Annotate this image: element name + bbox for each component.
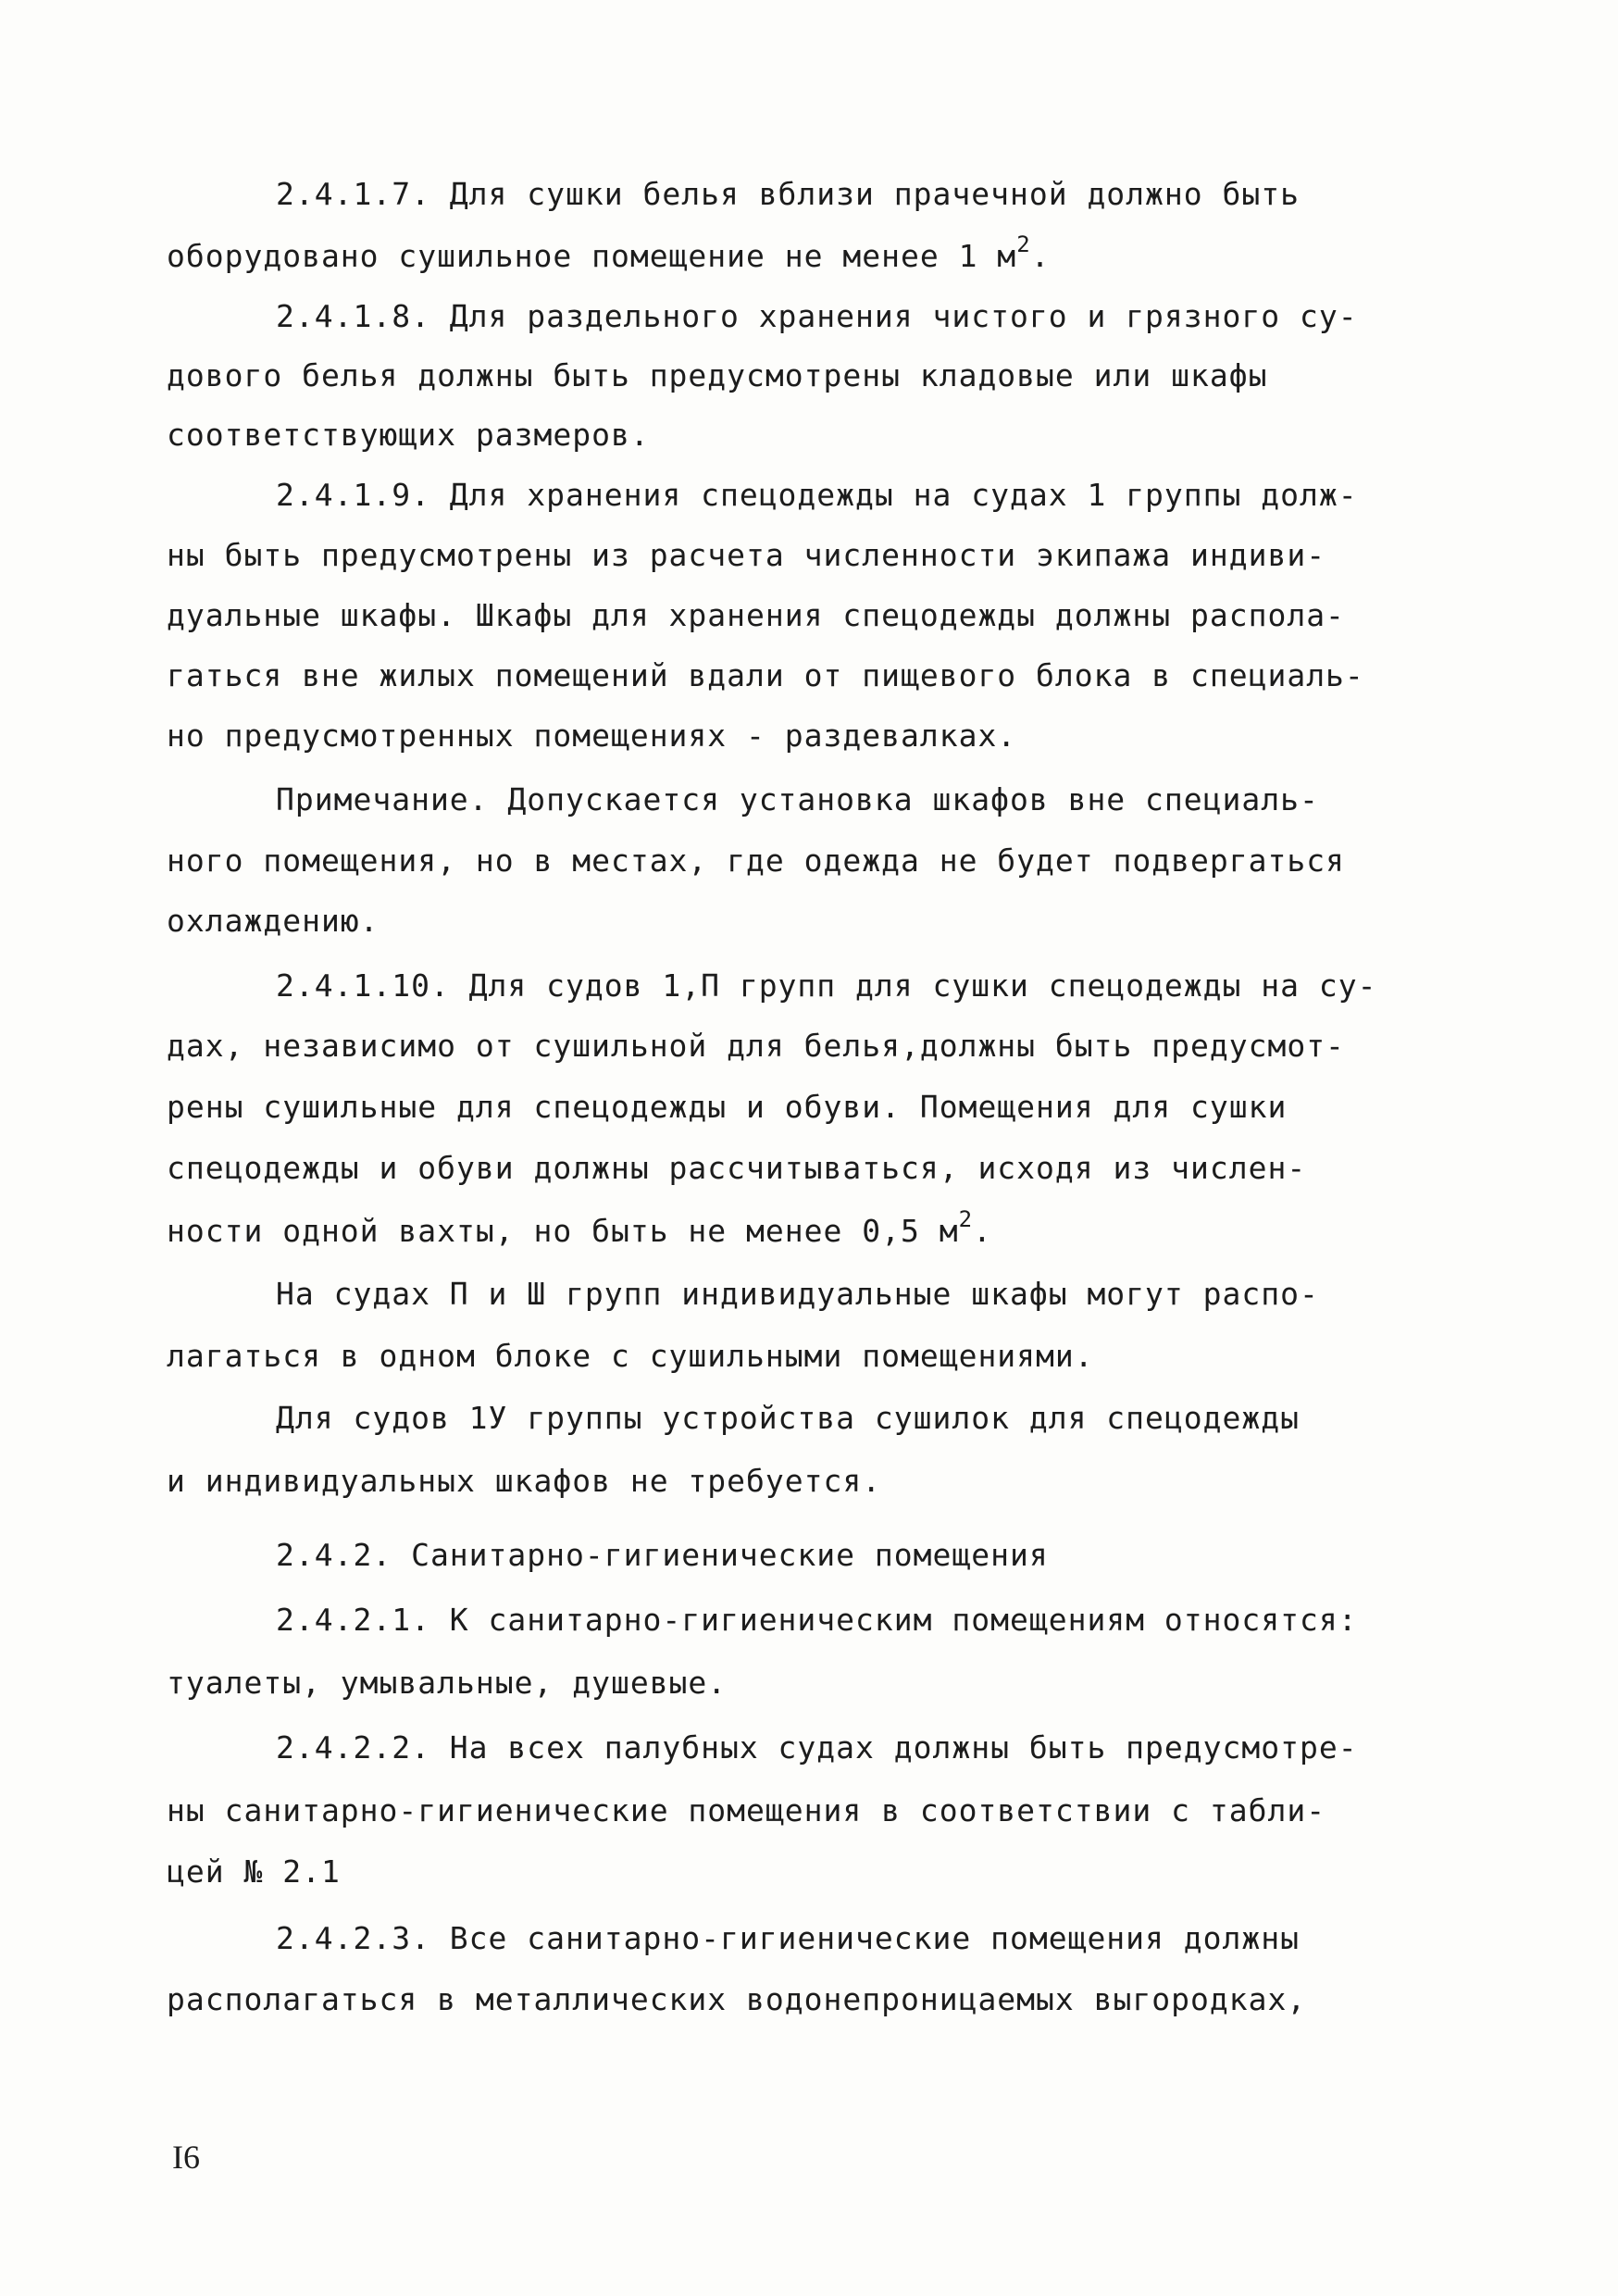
note-line: охлаждению. bbox=[167, 903, 380, 939]
text-line: 2.4.2.3. Все санитарно-гигиенические помещения должны bbox=[276, 1920, 1300, 1956]
text-line: располагаться в металлических водонепроницаемых выгородках, bbox=[167, 1981, 1307, 2017]
section-heading: 2.4.2. Санитарно-гигиенические помещения bbox=[276, 1537, 1049, 1573]
text-line: 2.4.2.1. К санитарно-гигиеническим помещениям относятся: bbox=[276, 1602, 1358, 1638]
text-line: цей № 2.1 bbox=[167, 1853, 341, 1890]
text-line: 2.4.1.8. Для раздельного хранения чистого и грязного су- bbox=[276, 298, 1358, 334]
text-line: 2.4.2.2. На всех палубных судах должны быть предусмотре- bbox=[276, 1729, 1358, 1766]
text-line: дового белья должны быть предусмотрены кладовые или шкафы bbox=[167, 357, 1268, 393]
text-line: На судах П и Ш групп индивидуальные шкафы могут распо- bbox=[276, 1276, 1319, 1312]
text-line bbox=[167, 231, 1051, 275]
text-line: туалеты, умывальные, душевые. bbox=[167, 1665, 728, 1701]
text-line: спецодежды и обуви должны рассчитываться, исходя из числен- bbox=[167, 1150, 1307, 1186]
text-fragment: . bbox=[1030, 238, 1051, 274]
text-line: лагаться в одном блоке с сушильными помещениями. bbox=[167, 1338, 1094, 1374]
text-line: 2.4.1.10. Для судов 1,П групп для сушки спецодежды на су- bbox=[276, 967, 1377, 1004]
text-line: гаться вне жилых помещений вдали от пищевого блока в специаль- bbox=[167, 657, 1364, 693]
text-line: ны быть предусмотрены из расчета численности экипажа индиви- bbox=[167, 537, 1326, 573]
text-line: рены сушильные для спецодежды и обуви. Помещения для сушки bbox=[167, 1089, 1288, 1125]
text-line: но предусмотренных помещениях - раздевалках. bbox=[167, 718, 1017, 754]
text-line: дуальные шкафы. Шкафы для хранения спецодежды должны распола- bbox=[167, 597, 1345, 633]
text-fragment: . bbox=[973, 1213, 992, 1249]
text-line bbox=[167, 1206, 992, 1250]
text-fragment: ности одной вахты, но быть не менее 0,5 м bbox=[167, 1213, 959, 1249]
text-line: дах, независимо от сушильной для белья,должны быть предусмот- bbox=[167, 1028, 1345, 1064]
note-line: Примечание. Допускается установка шкафов вне специаль- bbox=[276, 781, 1319, 817]
text-line: 2.4.1.9. Для хранения спецодежды на судах 1 группы долж- bbox=[276, 477, 1358, 513]
superscript: 2 bbox=[958, 1206, 974, 1232]
text-line: и индивидуальных шкафов не требуется. bbox=[167, 1463, 882, 1499]
text-line: Для судов 1У группы устройства сушилок для спецодежды bbox=[276, 1400, 1300, 1436]
superscript: 2 bbox=[1016, 231, 1031, 257]
note-line: ного помещения, но в местах, где одежда не будет подвергаться bbox=[167, 842, 1345, 879]
text-line: соответствующих размеров. bbox=[167, 417, 650, 453]
page-number: I6 bbox=[172, 2139, 200, 2176]
text-fragment: оборудовано сушильное помещение не менее 1 м bbox=[167, 238, 1017, 274]
text-line: 2.4.1.7. Для сушки белья вблизи прачечной должно быть bbox=[276, 176, 1300, 212]
text-line: ны санитарно-гигиенические помещения в соответствии с табли- bbox=[167, 1792, 1326, 1828]
